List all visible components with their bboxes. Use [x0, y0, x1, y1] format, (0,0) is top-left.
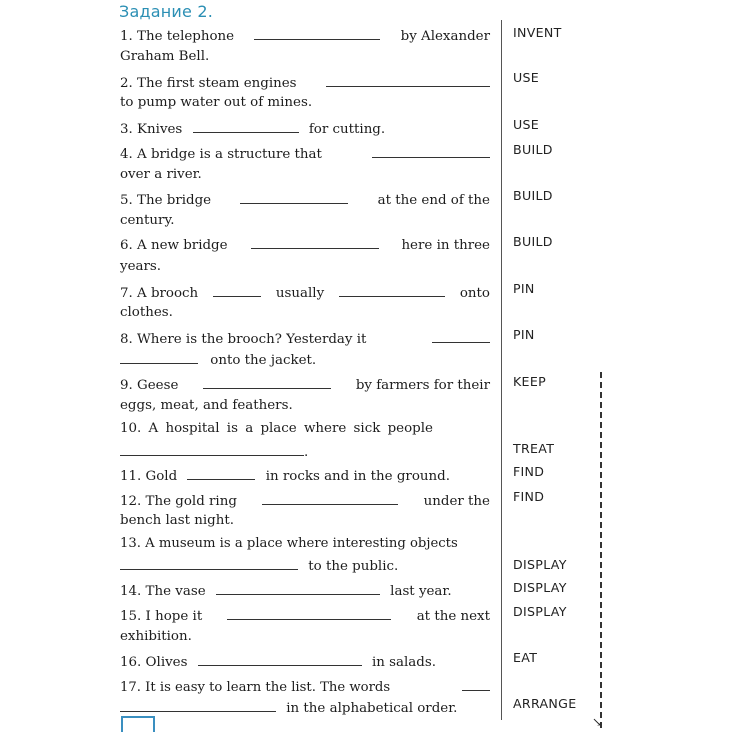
- page-number-box: [121, 716, 155, 732]
- answer-blank-17a[interactable]: [462, 676, 490, 691]
- answer-blank-1[interactable]: [254, 25, 380, 40]
- keyword-16: EAT: [513, 650, 538, 665]
- keyword-12: FIND: [513, 489, 545, 504]
- keyword-17: ARRANGE: [513, 696, 577, 711]
- sentence-5-line-2: century.: [120, 213, 175, 228]
- sentence-17-line-1: 17. It is easy to learn the list. The words: [120, 676, 490, 698]
- sentence-4-line-1: 4. A bridge is a structure that: [120, 143, 490, 165]
- scissors-icon: ↘: [592, 715, 603, 729]
- answer-blank-10[interactable]: [120, 441, 304, 456]
- sentence-6-line-2: years.: [120, 259, 162, 274]
- answer-blank-2[interactable]: [326, 72, 490, 87]
- keyword-7: PIN: [513, 281, 535, 296]
- sentence-15-line-2: exhibition.: [120, 629, 192, 644]
- column-divider: [501, 20, 502, 720]
- sentence-12-line-2: bench last night.: [120, 513, 235, 528]
- sentence-5-line-1: 5. The bridge at the end of the: [120, 189, 490, 211]
- keyword-6: BUILD: [513, 234, 553, 249]
- sentence-9-line-2: eggs, meat, and feathers.: [120, 398, 293, 413]
- sentence-10-line-1: 10. A hospital is a place where sick people: [120, 421, 433, 436]
- answer-blank-17b[interactable]: [120, 697, 276, 712]
- sentence-10-line-2: .: [120, 441, 490, 463]
- keyword-11: FIND: [513, 464, 545, 479]
- keyword-1: INVENT: [513, 25, 562, 40]
- sentence-16: 16. Olives in salads.: [120, 651, 490, 673]
- sentence-3: 3. Knives for cutting.: [120, 118, 490, 140]
- keyword-9: KEEP: [513, 374, 546, 389]
- answer-blank-3[interactable]: [193, 118, 299, 133]
- answer-blank-13[interactable]: [120, 555, 298, 570]
- sentence-6-line-1: 6. A new bridge here in three: [120, 234, 490, 256]
- sentence-14: 14. The vase last year.: [120, 580, 490, 602]
- answer-blank-11[interactable]: [187, 465, 255, 480]
- keyword-4: BUILD: [513, 142, 553, 157]
- answer-blank-15[interactable]: [227, 605, 391, 620]
- answer-blank-14[interactable]: [216, 580, 380, 595]
- sentence-2-line-2: to pump water out of mines.: [120, 95, 313, 110]
- sentence-13-line-1: 13. A museum is a place where interesting objects: [120, 536, 458, 551]
- sentence-7-line-1: 7. A brooch usually onto: [120, 282, 490, 304]
- sentence-11: 11. Gold in rocks and in the ground.: [120, 465, 490, 487]
- sentence-1-line-2: Graham Bell.: [120, 49, 210, 64]
- sentence-12-line-1: 12. The gold ring under the: [120, 490, 490, 512]
- keyword-13: DISPLAY: [513, 557, 567, 572]
- answer-blank-6[interactable]: [251, 234, 379, 249]
- answer-blank-7b[interactable]: [339, 282, 445, 297]
- answer-blank-4[interactable]: [372, 143, 490, 158]
- keyword-10: TREAT: [513, 441, 555, 456]
- keyword-5: BUILD: [513, 188, 553, 203]
- answer-blank-7a[interactable]: [213, 282, 261, 297]
- keyword-8: PIN: [513, 327, 535, 342]
- sentence-7-line-2: clothes.: [120, 305, 173, 320]
- answer-blank-16[interactable]: [198, 651, 362, 666]
- answer-blank-8b[interactable]: [120, 349, 198, 364]
- keyword-3: USE: [513, 117, 540, 132]
- sentence-1-line-1: 1. The telephone by Alexander: [120, 25, 490, 47]
- sentence-4-line-2: over a river.: [120, 167, 202, 182]
- sentence-9-line-1: 9. Geese by farmers for their: [120, 374, 490, 396]
- task-heading: Задание 2.: [119, 2, 213, 21]
- keyword-14: DISPLAY: [513, 580, 567, 595]
- cut-line: [600, 372, 602, 728]
- answer-blank-5[interactable]: [240, 189, 348, 204]
- keyword-15: DISPLAY: [513, 604, 567, 619]
- sentence-13-line-2: to the public.: [120, 555, 490, 577]
- answer-blank-8a[interactable]: [432, 328, 490, 343]
- sentence-15-line-1: 15. I hope it at the next: [120, 605, 490, 627]
- answer-blank-12[interactable]: [262, 490, 398, 505]
- keyword-2: USE: [513, 70, 540, 85]
- answer-blank-9[interactable]: [203, 374, 331, 389]
- sentence-2-line-1: 2. The first steam engines: [120, 72, 490, 94]
- sentence-8-line-2: onto the jacket.: [120, 349, 490, 371]
- sentence-8-line-1: 8. Where is the brooch? Yesterday it: [120, 328, 490, 350]
- sentence-17-line-2: in the alphabetical order.: [120, 697, 490, 719]
